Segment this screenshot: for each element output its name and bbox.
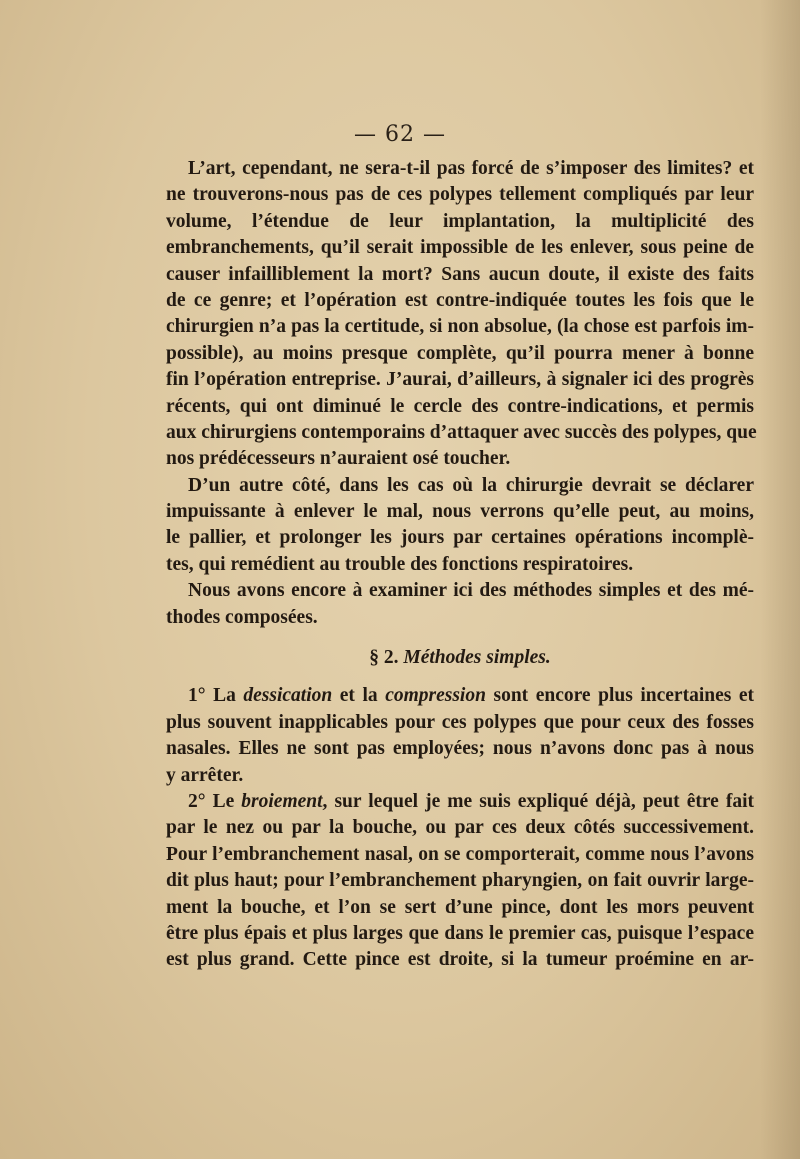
term-dessication: dessication (243, 685, 333, 707)
text-line: thodes composées. (166, 606, 318, 628)
section-title: Méthodes simples. (403, 647, 551, 669)
text-line: dit plus haut; pour l’embranchement pharyngien, on fait ouvrir large- (166, 870, 754, 892)
paragraph-5 (166, 789, 754, 974)
paragraph-1 (166, 156, 757, 473)
item-rest: , sur lequel je me suis expliqué déjà, peut être fait (322, 790, 754, 812)
text-line-first (166, 683, 754, 709)
section-number: § 2. (369, 647, 399, 669)
paragraph-2 (166, 473, 754, 579)
text-line: volume, l’étendue de leur implantation, la multiplicité des (166, 210, 754, 232)
text-line: causer infailliblement la mort? Sans aucun doute, il existe des faits (166, 263, 754, 285)
text-line: être plus épais et plus larges que dans le premier cas, puisque l’espace (166, 922, 754, 944)
text-line: ne trouverons-nous pas de ces polypes tellement compliqués par leur (166, 184, 754, 206)
text-line: fin l’opération entreprise. J’aurai, d’ailleurs, à signaler ici des progrès (166, 369, 754, 391)
text-line: Nous avons encore à examiner ici des méthodes simples et des mé- (188, 580, 754, 602)
body-text (166, 156, 757, 974)
item-mid: et la (339, 685, 378, 707)
term-compression: compression (385, 685, 486, 707)
text-line: de ce genre; et l’opération est contre-indiquée toutes les fois que le (166, 289, 754, 311)
item-lead: 2° Le (188, 790, 235, 812)
text-line: Pour l’embranchement nasal, on se comporterait, comme nous l’avons (166, 843, 754, 865)
text-line: est plus grand. Cette pince est droite, si la tumeur proémine en ar- (166, 949, 754, 971)
text-line: y arrêter. (166, 764, 244, 786)
term-broiement: broiement (241, 790, 323, 812)
text-line: tes, qui remédient au trouble des fonctions respiratoires. (166, 553, 634, 575)
text-line: L’art, cependant, ne sera-t-il pas forcé de s’imposer des limites? et (188, 158, 754, 179)
text-line: D’un autre côté, dans les cas où la chirurgie devrait se déclarer (188, 474, 754, 496)
text-line: embranchements, qu’il serait impossible de les enlever, sous peine de (166, 237, 754, 259)
text-line: chirurgien n’a pas la certitude, si non absolue, (la chose est parfois im- (166, 316, 754, 338)
item-lead: 1° La (188, 685, 236, 707)
text-line: récents, qui ont diminué le cercle des contre-indications, et permis (166, 395, 754, 417)
text-line: ment la bouche, et l’on se sert d’une pince, dont les mors peuvent (166, 896, 754, 918)
item-rest: sont encore plus incertaines et (493, 685, 755, 707)
page-number: — 62 — (354, 122, 446, 147)
text-line: nos prédécesseurs n’auraient osé toucher. (166, 448, 511, 470)
paragraph-3 (166, 578, 754, 631)
text-line: par le nez ou par la bouche, ou par ces deux côtés successivement. (166, 817, 754, 839)
paragraph-4 (166, 683, 754, 789)
text-line: plus souvent inapplicables pour ces polypes que pour ceux des fosses (166, 711, 754, 733)
text-line: le pallier, et prolonger les jours par certaines opérations incomplè- (166, 527, 754, 549)
text-line: impuissante à enlever le mal, nous verrons qu’elle peut, au moins, (166, 501, 754, 523)
text-line: nasales. Elles ne sont pas employées; nous n’avons donc pas à nous (166, 738, 754, 760)
text-line: possible), au moins presque complète, qu’il pourra mener à bonne (166, 342, 754, 364)
section-heading (166, 645, 754, 671)
page-edge-shadow (760, 0, 800, 1159)
text-line: aux chirurgiens contemporains d’attaquer avec succès des polypes, que (166, 421, 757, 443)
text-line-first (166, 789, 754, 815)
